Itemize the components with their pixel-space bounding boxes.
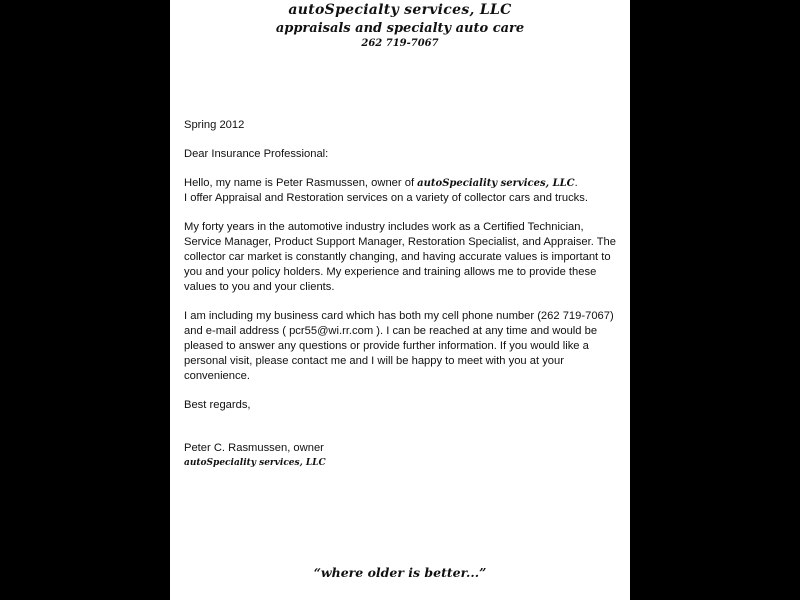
signature-company: autoSpeciality services, LLC [184, 458, 326, 468]
letter-page [170, 0, 630, 600]
intro-services: I offer Appraisal and Restoration services on a variety of collector cars and trucks. [184, 192, 588, 204]
intro-period: . [574, 177, 578, 189]
contact-paragraph: I am including my business card which has both my cell phone number (262 719-7067) and e-mail address ( pcr55@wi.rr.com ). I can be reached at any time and would be pleased to answer any questions or provide further information. If you would like a personal visit, please contact me and I will be happy to meet with you at your convenience. [184, 310, 614, 382]
company-tagline: appraisals and specialty auto care [275, 21, 525, 36]
letter-closing: Best regards, [184, 399, 251, 411]
intro-paragraph [184, 176, 624, 206]
intro-company-name: autoSpeciality services, LLC [417, 178, 575, 189]
company-name: autoSpecialty services, LLC [288, 2, 512, 18]
signature-name: Peter C. Rasmussen, owner [184, 442, 324, 454]
intro-text: Hello, my name is Peter Rasmussen, owner of [184, 177, 418, 189]
signature-block [184, 441, 624, 470]
letter-body [184, 118, 624, 470]
experience-paragraph: My forty years in the automotive industry includes work as a Certified Technician, Service Manager, Product Support Manager, Restoration Specialist, and Appraiser. The collector car market is constantly changing, and having accurate values is important to you and your policy holders. My experience and training allows me to provide these values to you and your clients. [184, 221, 616, 293]
letter-date: Spring 2012 [184, 119, 245, 131]
footer-motto: “where older is better...” [313, 565, 487, 580]
company-phone: 262 719-7067 [361, 38, 439, 49]
letter-salutation: Dear Insurance Professional: [184, 148, 329, 160]
